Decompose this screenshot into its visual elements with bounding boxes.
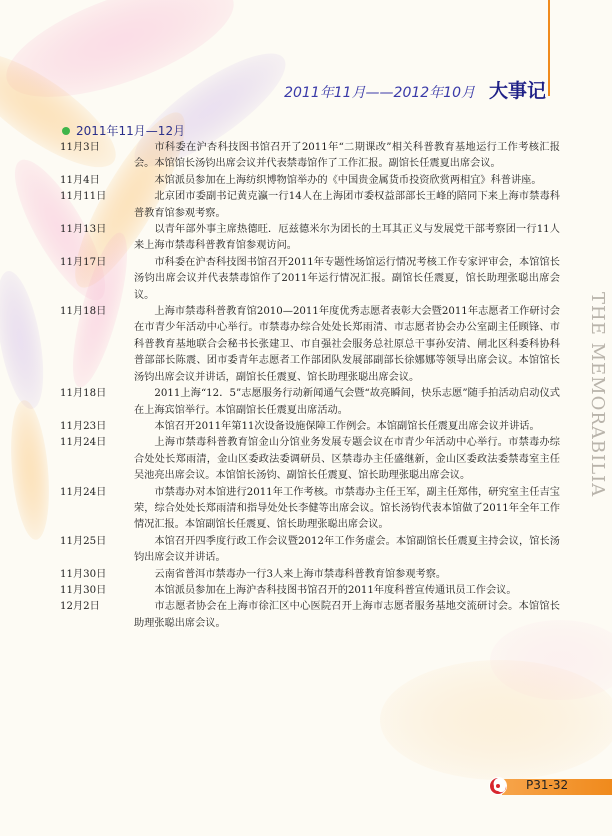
event-text: 市科委在沪杏科技图书馆召开2011年专题性场馆运行情况考核工作专家评审会，本馆馆长汤钧出席会议并代表禁毒馆作了2011年运行情况汇报。副馆长任震夏，馆长助理张聪出席会议。	[134, 256, 560, 301]
page-title: 大事记	[488, 80, 546, 102]
list-item	[60, 189, 560, 222]
event-text: 上海市禁毒科普教育馆2010—2011年度优秀志愿者表彰大会暨2011年志愿者工作研讨会在市青少年活动中心举行。市禁毒办综合处处长郑雨清、市志愿者协会办公室副主任顾锋、市科普教育基地联合会秘书长张建卫、市自强社会服务总社原总干事孙安清、闸北区科委科协科普部部长陈震、团市委青年志愿者工作部团队发展部副部长徐娜娜等领导出席会议。本馆馆长汤钧出席会议并讲话，副馆长任震夏、馆长助理张聪出席会议。	[134, 306, 560, 383]
page-number: P31-32	[526, 778, 569, 792]
event-date: 11月4日	[60, 174, 100, 186]
event-text: 上海市禁毒科普教育馆金山分馆业务发展专题会议在市青少年活动中心举行。市禁毒办综合处处长郑雨清，金山区委政法委调研员、区禁毒办主任盛继新，金山区委政法委禁毒室主任吴池亮出席会议。本馆馆长汤钧、副馆长任震夏、馆长助理张聪出席会议。	[134, 437, 560, 482]
page-header	[170, 76, 546, 102]
event-text: 北京团市委副书记黄克瀛一行14人在上海团市委权益部部长王峰的陪同下来上海市禁毒科普教育馆参观考察。	[134, 191, 560, 219]
header-date-range: 2011年11月——2012年10月	[284, 85, 475, 101]
event-date: 11月25日	[60, 535, 107, 547]
event-text: 以青年部外事主席热德旺．厄兹德米尔为团长的土耳其正义与发展党干部考察团一行11人来上海市禁毒科普教育馆参观访问。	[134, 224, 560, 252]
list-item	[60, 140, 560, 173]
event-date: 11月13日	[60, 224, 107, 236]
event-date: 11月3日	[60, 142, 100, 153]
event-date: 11月24日	[60, 486, 107, 498]
side-title: THE MEMORABILIA	[587, 292, 608, 498]
section-label: 2011年11月—12月	[76, 124, 186, 138]
list-item	[60, 304, 560, 386]
list-item	[60, 599, 560, 632]
list-item	[60, 386, 560, 419]
top-accent-line	[548, 0, 550, 96]
page-footer	[486, 775, 612, 797]
event-text: 本馆派员参加在上海纺织博物馆举办的《中国贵金属货币投资欣赏两相宜》科普讲座。	[154, 174, 542, 186]
event-text: 2011上海“12．5”志愿服务行动新闻通气会暨“故亮瞬间，快乐志愿”随手拍活动启动仪式在上海宾馆举行。本馆副馆长任震夏出席活动。	[134, 388, 560, 416]
event-date: 12月2日	[60, 601, 100, 613]
list-item	[60, 534, 560, 567]
section-heading	[62, 122, 185, 139]
list-item	[60, 435, 560, 484]
event-date: 11月11日	[60, 191, 107, 203]
list-item	[60, 583, 560, 599]
event-text: 本馆召开2011年第11次设备设施保障工作例会。本馆副馆长任震夏出席会议并讲话。	[154, 420, 540, 432]
list-item	[60, 485, 560, 534]
event-date: 11月24日	[60, 437, 107, 449]
swirl-logo-icon	[488, 776, 508, 796]
event-date: 11月30日	[60, 568, 107, 580]
event-text: 市志愿者协会在上海市徐汇区中心医院召开上海市志愿者服务基地交流研讨会。本馆馆长助理张聪出席会议。	[134, 601, 560, 629]
list-item	[60, 567, 560, 583]
event-date: 11月18日	[60, 306, 107, 318]
event-date: 11月17日	[60, 256, 107, 268]
bullet-icon	[62, 127, 70, 135]
event-date: 11月18日	[60, 388, 107, 400]
event-text: 市禁毒办对本馆进行2011年工作考核。市禁毒办主任王军，副主任郑伟，研究室主任吉宝荣，综合处处长郑雨清和指导处处长李健等出席会议。馆长汤钧代表本馆做了2011年全年工作情况汇报。本馆副馆长任震夏、馆长助理张聪出席会议。	[134, 486, 560, 531]
event-list	[60, 140, 560, 632]
list-item	[60, 255, 560, 304]
event-text: 云南省普洱市禁毒办一行3人来上海市禁毒科普教育馆参观考察。	[154, 568, 447, 580]
event-text: 本馆召开四季度行政工作会议暨2012年工作务虚会。本馆副馆长任震夏主持会议，馆长汤钧出席会议并讲话。	[134, 535, 560, 564]
event-date: 11月30日	[60, 584, 107, 596]
event-text: 市科委在沪杏科技图书馆召开了2011年“二期课改”相关科普教育基地运行工作考核汇报会。本馆馆长汤钧出席会议并代表禁毒馆作了工作汇报。副馆长任震夏出席会议。	[134, 142, 560, 170]
list-item	[60, 173, 560, 189]
event-text: 本馆派员参加在上海沪杏科技图书馆召开的2011年度科普宣传通讯员工作会议。	[154, 584, 517, 596]
event-date: 11月23日	[60, 420, 107, 432]
list-item	[60, 419, 560, 435]
list-item	[60, 222, 560, 255]
